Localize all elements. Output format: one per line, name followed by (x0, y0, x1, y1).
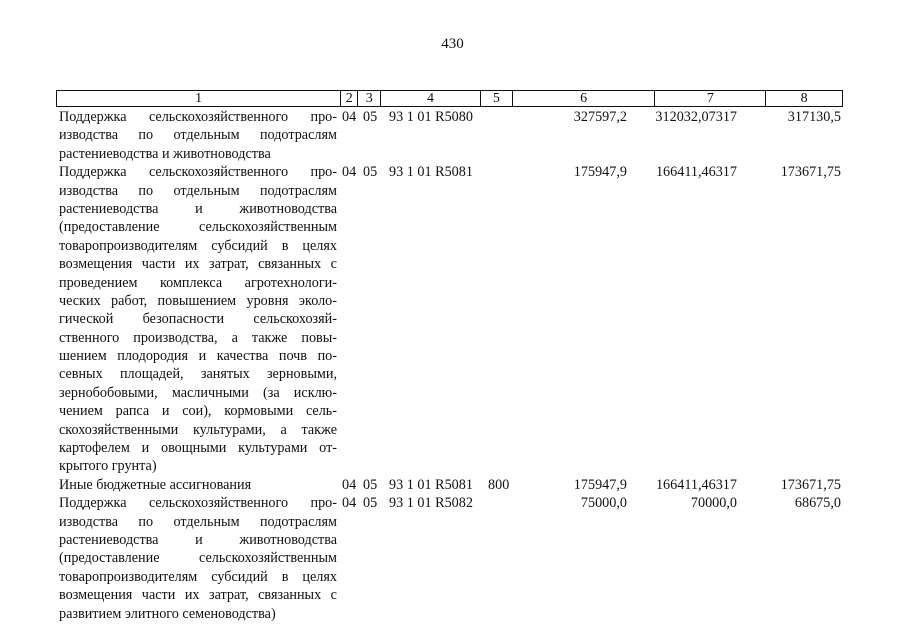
row-description (56, 163, 337, 476)
description-line: проведением комплекса агротехнологи- (59, 274, 337, 291)
description-line: Поддержка сельскохозяйственного про- (59, 495, 337, 512)
header-col-2: 2 (341, 91, 358, 106)
description-line: шением плодородия и качества почв по- (59, 348, 337, 365)
description-line: изводства по отдельным подотраслям (59, 513, 337, 530)
amount-year-3: 68675,0 (794, 495, 841, 512)
description-line: возмещения части их затрат, связанных с (59, 256, 337, 273)
description-line: (предоставление сельскохозяйственным (59, 550, 337, 567)
description-line: товаропроизводителям субсидий в целях (59, 568, 337, 585)
page-number: 430 (441, 36, 464, 52)
section-code: 04 (342, 476, 357, 493)
description-line: гической безопасности сельскохозяй- (59, 311, 337, 328)
description-line: Поддержка сельскохозяйственного про- (59, 109, 337, 125)
row-description (56, 494, 337, 623)
description-line: изводства по отдельным подотраслям (59, 127, 337, 144)
header-col-7: 7 (655, 91, 766, 106)
description-line: картофелем и овощными культурами от- (59, 440, 337, 457)
amount-year-1: 175947,9 (573, 164, 627, 181)
header-col-8: 8 (800, 91, 808, 106)
amount-year-2: 70000,0 (690, 495, 737, 512)
target-article-code: 93 1 01 R5080 (389, 109, 473, 125)
description-line: ческих работ, повышением уровня эколо- (59, 292, 337, 309)
subsection-code: 05 (363, 109, 378, 125)
table-row (56, 476, 843, 494)
description-line: растениеводства и животноводства (59, 145, 271, 162)
description-line: ственного производства, а также повы- (59, 329, 337, 346)
header-col-5: 5 (481, 91, 513, 106)
amount-year-1: 327597,2 (573, 109, 627, 125)
section-code: 04 (342, 109, 357, 125)
amount-year-2: 166411,46317 (655, 476, 737, 493)
section-code: 04 (342, 495, 357, 512)
table-row (56, 108, 843, 163)
header-col-6: 6 (513, 91, 656, 106)
description-line: изводства по отдельным подотраслям (59, 182, 337, 199)
target-article-code: 93 1 01 R5082 (389, 495, 473, 512)
amount-year-2: 312032,07317 (655, 109, 737, 125)
header-col-1: 1 (57, 91, 341, 106)
description-line: возмещения части их затрат, связанных с (59, 587, 337, 604)
subsection-code: 05 (363, 476, 378, 493)
table-body (56, 108, 843, 623)
subsection-code: 05 (363, 495, 378, 512)
table-row (56, 494, 843, 623)
table-header (56, 90, 843, 107)
description-line: скохозяйственными культурами, а также (59, 421, 337, 438)
row-description (56, 476, 337, 494)
subsection-code: 05 (363, 164, 378, 181)
description-line: растениеводства и животноводства (59, 200, 337, 217)
header-col-4: 4 (381, 91, 481, 106)
amount-year-3: 173671,75 (780, 164, 841, 181)
description-line: (предоставление сельскохозяйственным (59, 219, 337, 236)
description-line: зернобобовыми, масличными (за исклю- (59, 384, 337, 401)
amount-year-1: 75000,0 (580, 495, 627, 512)
description-line: товаропроизводителям субсидий в целях (59, 237, 337, 254)
amount-year-3: 317130,5 (787, 109, 841, 125)
amount-year-3: 173671,75 (780, 476, 841, 493)
section-code: 04 (342, 164, 357, 181)
table-row (56, 163, 843, 476)
target-article-code: 93 1 01 R5081 (389, 164, 473, 181)
description-line: развитием элитного семеноводства) (59, 605, 276, 622)
amount-year-1: 175947,9 (573, 476, 627, 493)
description-line: растениеводства и животноводства (59, 531, 337, 548)
row-description (56, 108, 337, 163)
header-col-3: 3 (358, 91, 381, 106)
description-line: Поддержка сельскохозяйственного про- (59, 164, 337, 181)
description-line: крытого грунта) (59, 458, 157, 475)
description-line: чением рапса и сои), кормовыми сель- (59, 403, 337, 420)
description-line: севных площадей, занятых зерновыми, (59, 366, 337, 383)
target-article-code: 93 1 01 R5081 (389, 476, 473, 493)
expense-type-code: 800 (488, 476, 510, 493)
description-line: Иные бюджетные ассигнования (59, 476, 252, 493)
amount-year-2: 166411,46317 (655, 164, 737, 181)
